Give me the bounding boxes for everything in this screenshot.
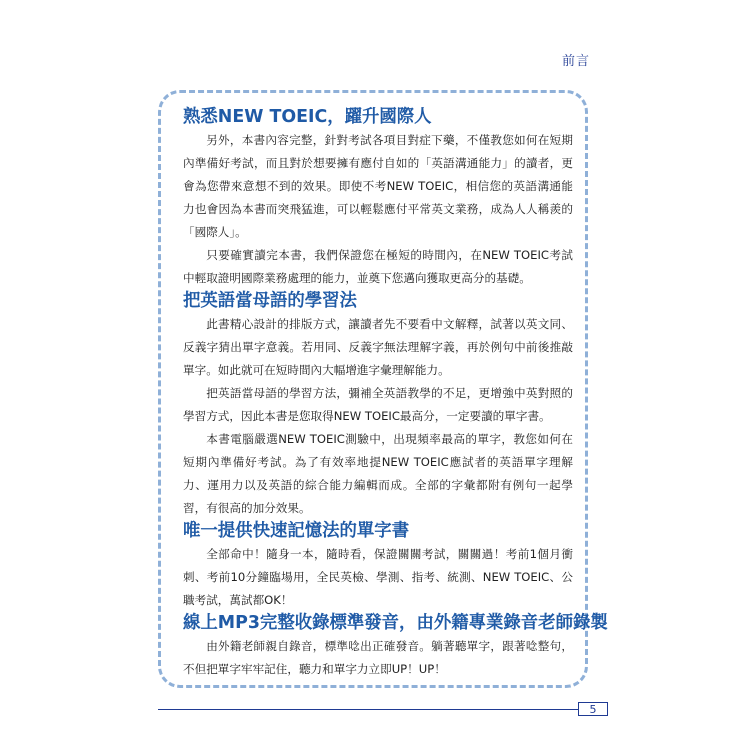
section-heading: 把英語當母語的學習法 — [183, 291, 357, 311]
section-heading: 熟悉NEW TOEIC，躍升國際人 — [183, 107, 432, 127]
paragraph: 本書電腦嚴選NEW TOEIC測驗中，出現頻率最高的單字，教您如何在短期內準備好考試。為了有效率地提NEW TOEIC應試者的英語單字理解力、運用力以及英語的綜合能力編輯而成。全部的字彙都附有例句一起學習，有很高的加分效果。 — [183, 432, 573, 515]
paragraph: 把英語當母語的學習方法，彌補全英語教學的不足，更增強中英對照的學習方式，因此本書是您取得NEW TOEIC最高分，一定要讀的單字書。 — [183, 386, 573, 423]
running-head: 前言 — [561, 54, 590, 69]
paragraph: 此書精心設計的排版方式，讓讀者先不要看中文解釋，試著以英文同、反義字猜出單字意義。若用同、反義字無法理解字義，再於例句中前後推敲單字。如此就可在短時間內大幅增進字彙理解能力。 — [183, 317, 573, 377]
footer-rule — [158, 709, 578, 710]
section-heading: 線上MP3完整收錄標準發音，由外籍專業錄音老師錄製 — [183, 613, 608, 633]
paragraph: 全部命中！隨身一本，隨時看，保證關關考試，關關過！考前1個月衝刺、考前10分鐘臨場用，全民英檢、學測、指考、統測、NEW TOEIC、公職考試，萬試都OK！ — [183, 547, 573, 607]
page-number: 5 — [578, 702, 608, 716]
paragraph: 只要確實讀完本書，我們保證您在極短的時間內，在NEW TOEIC考試中輕取證明國際業務處理的能力，並奠下您邁向獲取更高分的基礎。 — [183, 248, 573, 285]
section-heading: 唯一提供快速記憶法的單字書 — [183, 521, 410, 541]
paragraph: 另外，本書內容完整，針對考試各項目對症下藥，不僅教您如何在短期內準備好考試，而且對於想要擁有應付自如的「英語溝通能力」的讀者，更會為您帶來意想不到的效果。即使不考NEW TOEIC，相信您的英語溝通能力也會因為本書而突飛猛進，可以輕鬆應付平常英文業務，成為人人稱羨的「國際人」。 — [183, 133, 573, 239]
paragraph: 由外籍老師親自錄音，標準唸出正確發音。躺著聽單字，跟著唸整句，不但把單字牢牢記住，聽力和單字力立即UP！UP！ — [183, 639, 573, 676]
page-content — [183, 106, 608, 681]
